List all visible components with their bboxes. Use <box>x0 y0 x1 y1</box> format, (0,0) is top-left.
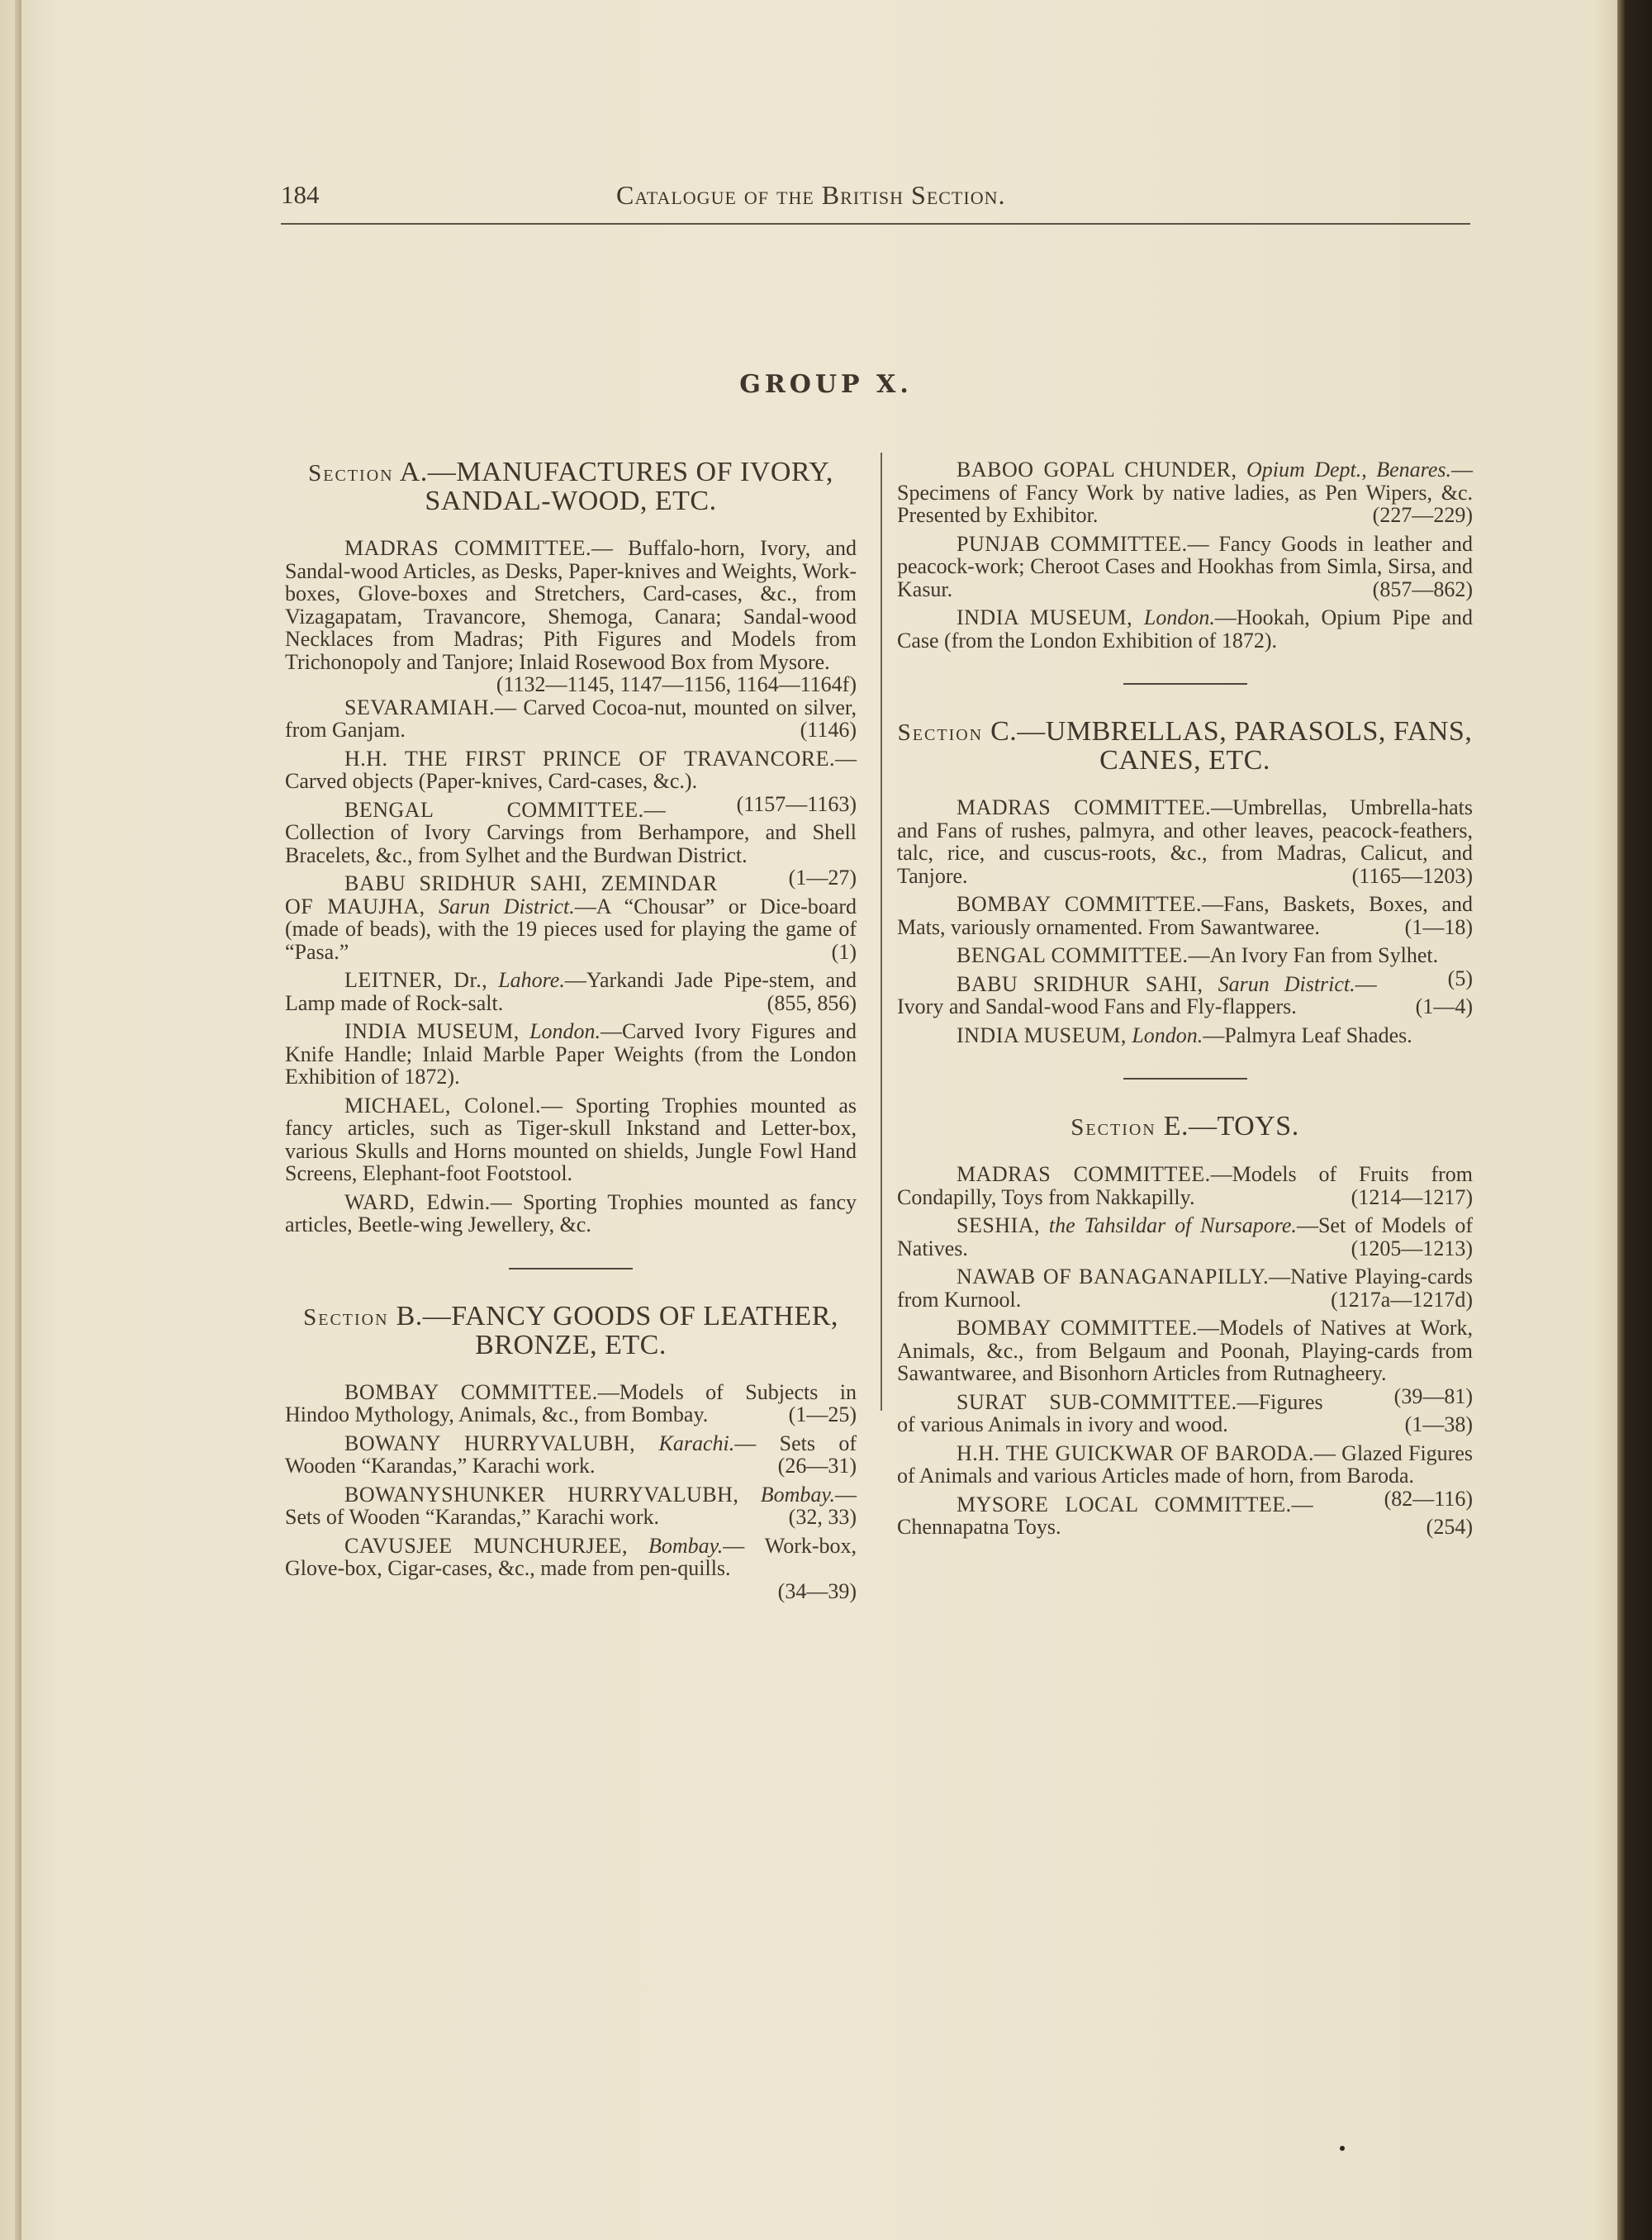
page-header <box>0 180 1652 230</box>
exhibitor-place: London. <box>1143 605 1215 629</box>
catalogue-numbers: (1157—1163) <box>736 791 857 816</box>
section-separator <box>1123 683 1247 685</box>
exhibitor-place: London. <box>529 1019 601 1043</box>
exhibitor-name: MICHAEL, Colonel. <box>344 1093 541 1118</box>
entry-description: —Hookah, Opium Pipe and Case (from the London Exhibition of 1872). <box>897 605 1474 653</box>
exhibitor-name: LEITNER, Dr., <box>344 968 488 992</box>
entry-description: —Models of Fruits from Condapilly, Toys from Nakkapilly. <box>897 1162 1473 1209</box>
exhibitor-place: Bombay. <box>760 1482 835 1507</box>
exhibitor-name: H.H. THE GUICKWAR OF BARODA. <box>957 1440 1314 1465</box>
section-separator <box>509 1268 633 1269</box>
catalogue-numbers: (254) <box>1426 1515 1473 1539</box>
entry-description: —Fans, Baskets, Boxes, and Mats, variously ornamented. From Sawantwaree. <box>897 892 1473 939</box>
entry-description: —Models of Natives at Work, Animals, &c., from Belgaum and Poonah, Playing-cards from Sawantwaree, and Bisonhorn Articles from Rutnagheery. <box>897 1316 1473 1385</box>
group-title: GROUP X. <box>739 370 913 399</box>
exhibitor-place: Sarun District. <box>1218 971 1355 996</box>
exhibitor-name: BENGAL COMMITTEE. <box>344 797 644 822</box>
entry-description: — Ivory and Sandal-wood Fans and Fly-flappers. <box>897 971 1377 1018</box>
catalogue-entry <box>897 458 1473 527</box>
column-divider <box>881 453 882 1411</box>
catalogue-numbers: (32, 33) <box>788 1505 857 1529</box>
catalogue-numbers: (1165—1203) <box>1351 863 1473 888</box>
catalogue-numbers: (1—38) <box>1404 1412 1473 1436</box>
exhibitor-name: BABOO GOPAL CHUNDER, <box>957 458 1237 482</box>
exhibitor-name: BOMBAY COMMITTEE. <box>344 1379 598 1404</box>
header-rule <box>281 223 1470 225</box>
page-number: 184 <box>281 180 320 209</box>
entry-description: —Native Playing-cards from Kurnool. <box>897 1265 1474 1312</box>
catalogue-entry <box>285 1381 857 1426</box>
catalogue-entry <box>897 1214 1473 1260</box>
entry-description: — Buffalo-horn, Ivory, and Sandal-wood Articles, as Desks, Paper-knives and Weights, Work-boxes, Glove-boxes and Stretchers, Card-cases, &c., from Vizagapatam, Travancore, Shemoga, Canara; Sandal-wood Necklaces from Madras; Pith Figures and Models from Trichonopoly and Tanjore; Inlaid Rosewood Box from Mysore. <box>285 536 857 674</box>
exhibitor-name: BOWANY HURRYVALUBH, <box>344 1431 636 1455</box>
exhibitor-name: MYSORE LOCAL COMMITTEE. <box>957 1492 1292 1516</box>
exhibitor-name: BOMBAY COMMITTEE. <box>957 892 1202 916</box>
entry-description: — Work-box, Glove-box, Cigar-cases, &c., made from pen-quills. <box>285 1533 857 1580</box>
exhibitor-name: BOWANYSHUNKER HURRYVALUBH, <box>344 1482 739 1507</box>
catalogue-numbers: (5) <box>1447 966 1473 990</box>
exhibitor-name: PUNJAB COMMITTEE. <box>957 531 1188 556</box>
section-a-title: A.—MANUFACTURES OF IVORY, SANDAL-WOOD, ETC. <box>399 457 833 516</box>
exhibitor-name: WARD, Edwin. <box>344 1189 491 1214</box>
catalogue-numbers: (855, 856) <box>767 990 857 1015</box>
entry-description: —Umbrellas, Umbrella-hats and Fans of rushes, palmyra, and other leaves, peacock-feathers, talc, rice, and cuscus-roots, &c., from Madras, Calicut, and Tanjore. <box>897 795 1473 888</box>
section-c-heading <box>897 718 1473 775</box>
ink-speck <box>1340 2146 1345 2151</box>
catalogue-entry <box>285 536 857 696</box>
catalogue-numbers: (857—862) <box>1372 577 1473 601</box>
catalogue-numbers: (26—31) <box>777 1454 857 1478</box>
entry-description: — Sporting Trophies mounted as fancy articles, Beetle-wing Jewellery, &c. <box>285 1189 857 1236</box>
section-e-heading <box>897 1113 1473 1141</box>
catalogue-numbers: (1205—1213) <box>1351 1236 1473 1260</box>
catalogue-entry <box>897 796 1473 887</box>
catalogue-entry <box>897 1024 1473 1047</box>
exhibitor-place: the Tahsildar of Nursapore. <box>1048 1213 1297 1237</box>
entry-description: — Carved Cocoa-nut, mounted on silver, from Ganjam. <box>285 695 857 742</box>
entry-description: — Sets of Wooden “Karandas,” Karachi work. <box>285 1431 857 1478</box>
catalogue-entry <box>285 1094 857 1185</box>
exhibitor-name: H.H. THE FIRST PRINCE OF TRAVANCORE. <box>344 746 835 771</box>
book-binding <box>1617 0 1652 2240</box>
exhibitor-name: INDIA MUSEUM, <box>344 1019 520 1043</box>
section-c-entries <box>897 796 1473 1046</box>
exhibitor-place: Lahore. <box>498 968 565 992</box>
catalogue-entry <box>285 1432 857 1478</box>
exhibitor-name: SURAT SUB-COMMITTEE. <box>957 1389 1237 1414</box>
exhibitor-name: BABU SRIDHUR SAHI, <box>957 971 1203 996</box>
exhibitor-place: Sarun District. <box>439 894 575 918</box>
section-label: Section <box>308 460 394 486</box>
catalogue-numbers: (1—4) <box>1415 994 1473 1018</box>
entry-description: —Carved objects (Paper-knives, Card-cases, &c.). <box>285 746 857 793</box>
entry-description: —Sets of Wooden “Karandas,” Karachi work. <box>285 1482 857 1529</box>
catalogue-numbers: (1214—1217) <box>1351 1184 1473 1209</box>
entry-description: — Specimens of Fancy Work by native ladies, as Pen Wipers, &c. Presented by Exhibitor. <box>897 458 1473 527</box>
catalogue-entry <box>285 1020 857 1089</box>
exhibitor-place: Opium Dept., Benares. <box>1246 458 1451 482</box>
catalogue-numbers: (1—25) <box>788 1402 857 1426</box>
catalogue-numbers: (227—229) <box>1372 503 1473 527</box>
section-c-title: C.—UMBRELLAS, PARASOLS, FANS, CANES, ETC. <box>990 716 1473 776</box>
exhibitor-name: CAVUSJEE MUNCHURJEE, <box>344 1533 628 1558</box>
entry-description: —Figures of various Animals in ivory and wood. <box>897 1389 1323 1436</box>
section-label: Section <box>303 1303 389 1331</box>
catalogue-entry <box>897 893 1473 938</box>
catalogue-numbers: (1217a—1217d) <box>1331 1287 1473 1312</box>
section-b-entries <box>285 1379 857 1603</box>
entry-description: — Fancy Goods in leather and peacock-work; Cheroot Cases and Hookhas from Simla, Sirsa, and Kasur. <box>897 531 1473 601</box>
entry-description: —Yarkandi Jade Pipe-stem, and Lamp made of Rock-salt. <box>285 968 857 1015</box>
section-label: Section <box>897 719 984 746</box>
catalogue-numbers: (34—39) <box>777 1578 857 1603</box>
catalogue-numbers: (39—81) <box>1393 1383 1473 1408</box>
left-column <box>285 458 857 1602</box>
entry-description: — Glazed Figures of Animals and various Articles made of horn, from Baroda. <box>897 1440 1473 1488</box>
catalogue-numbers: (1146) <box>800 718 857 742</box>
exhibitor-name: SESHIA, <box>957 1213 1041 1237</box>
entry-description: — Sporting Trophies mounted as fancy articles, such as Tiger-skull Inkstand and Letter-box, various Skulls and Horns mounted on shields, Jungle Fowl Hand Screens, Elephant-foot Footstool. <box>285 1093 857 1185</box>
catalogue-numbers: (1—27) <box>788 866 857 890</box>
catalogue-entry <box>897 1163 1473 1208</box>
entry-description: —A “Chousar” or Dice-board (made of beads), with the 19 pieces used for playing the game of “Pasa.” <box>285 894 857 964</box>
entry-description: —Carved Ivory Figures and Knife Handle; Inlaid Marble Paper Weights (from the London Exhibition of 1872). <box>285 1019 857 1089</box>
entry-description: —Set of Models of Natives. <box>897 1213 1474 1260</box>
exhibitor-name: MADRAS COMMITTEE. <box>344 536 591 560</box>
catalogue-entry <box>285 969 857 1014</box>
section-e-entries <box>897 1163 1473 1539</box>
entry-description: —An Ivory Fan from Sylhet. <box>1188 943 1439 967</box>
entry-description: —Palmyra Leaf Shades. <box>1203 1023 1412 1047</box>
section-a-entries <box>285 537 857 1236</box>
entry-description: — Collection of Ivory Carvings from Berhampore, and Shell Bracelets, &c., from Sylhet and the Burdwan District. <box>285 797 857 867</box>
running-title: Catalogue of the British Section. <box>616 180 1006 210</box>
catalogue-entry <box>897 606 1473 652</box>
section-b-continued-entries <box>897 458 1473 652</box>
exhibitor-place: London. <box>1132 1023 1203 1047</box>
section-b-heading <box>285 1300 857 1360</box>
exhibitor-name: BENGAL COMMITTEE. <box>957 943 1189 967</box>
catalogue-numbers: (1) <box>831 939 857 964</box>
right-column <box>897 458 1473 1545</box>
entry-description: —Models of Subjects in Hindoo Mythology, Animals, &c., from Bombay. <box>285 1379 857 1426</box>
exhibitor-name: MADRAS COMMITTEE. <box>957 795 1212 819</box>
section-e-title: E.—TOYS. <box>1163 1111 1299 1141</box>
exhibitor-place: Karachi. <box>658 1431 735 1455</box>
exhibitor-name: NAWAB OF BANAGANAPILLY. <box>957 1265 1270 1288</box>
exhibitor-name: INDIA MUSEUM, <box>957 1023 1127 1047</box>
entry-description: —Chennapatna Toys. <box>897 1492 1313 1539</box>
catalogue-entry <box>285 1533 857 1603</box>
catalogue-entry <box>897 973 1473 1018</box>
catalogue-numbers: (1—18) <box>1404 914 1473 939</box>
section-separator <box>1123 1078 1247 1080</box>
catalogue-numbers: (1132—1145, 1147—1156, 1164—1164f) <box>496 672 857 696</box>
exhibitor-place: Bombay. <box>648 1533 724 1558</box>
exhibitor-name: SEVARAMIAH. <box>344 695 495 719</box>
exhibitor-name: INDIA MUSEUM, <box>957 605 1133 629</box>
catalogue-numbers: (82—116) <box>1384 1486 1473 1511</box>
catalogue-entry <box>897 1265 1473 1311</box>
exhibitor-name: MADRAS COMMITTEE. <box>957 1162 1211 1186</box>
catalogue-entry <box>897 533 1473 601</box>
exhibitor-name: BABU SRIDHUR SAHI, ZEMINDAR OF MAUJHA, <box>285 871 718 918</box>
catalogue-entry <box>285 1483 857 1529</box>
section-label: Section <box>1070 1114 1156 1141</box>
catalogue-entry <box>285 1191 857 1236</box>
section-b-title: B.—FANCY GOODS OF LEATHER, BRONZE, ETC. <box>396 1300 838 1360</box>
page-edge-left <box>15 0 21 2240</box>
exhibitor-name: BOMBAY COMMITTEE. <box>957 1316 1198 1340</box>
section-a-heading <box>285 458 857 515</box>
